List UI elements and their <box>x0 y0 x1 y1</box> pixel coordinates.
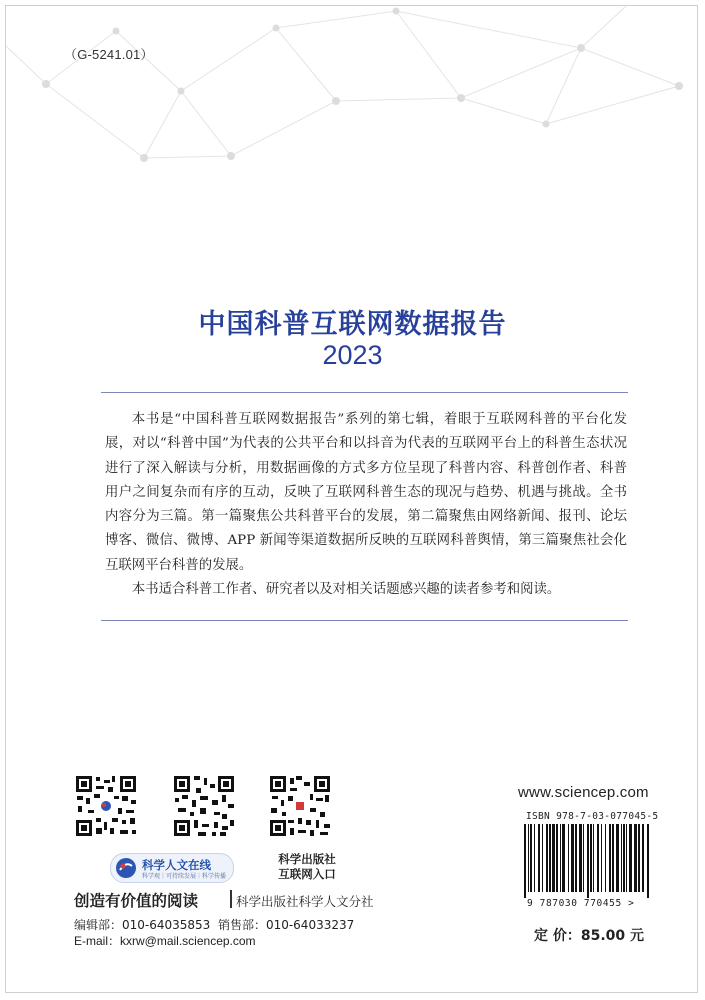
barcode-icon <box>522 824 654 898</box>
badge-subtitle: 科学观｜可持续发展｜科学传播 <box>142 873 227 880</box>
publisher-name: 科学出版社科学人文分社 <box>236 894 374 909</box>
book-year: 2023 <box>322 340 383 370</box>
contact-email: E-mail：kxrw@mail.sciencep.com <box>74 934 256 948</box>
slogan: 创造有价值的阅读 <box>74 892 199 910</box>
price: 定 价：85.00 元 <box>534 928 645 944</box>
book-title: 中国科普互联网数据报告 <box>198 309 507 340</box>
contact-phones: 编辑部：010-64035853 销售部：010-64033237 <box>74 918 355 932</box>
isbn-text: ISBN 978-7-03-077045-5 <box>526 811 659 822</box>
network-pattern-icon <box>6 6 698 176</box>
book-description <box>105 408 627 602</box>
description-paragraph-1: 本书是“中国科普互联网数据报告”系列的第七辑，着眼于互联网科普的平台化发展，对以“科普中国”为代表的公共平台和以抖音为代表的互联网平台上的科普生态状况进行了深入解读与分析，用数据画像的方式多方位呈现了科普内容、科普创作者、科普用户之间复杂而有序的互动，反映了互联网科普生态的现况与趋势、机遇与挑战。全书内容分为三篇。第一篇聚焦公共科普平台的发展，第二篇聚焦由网络新闻、报刊、论坛博客、微信、微博、APP 新闻等渠道数据所反映的互联网科普舆情，第三篇聚焦社会化互联网平台科普的发展。 <box>105 412 627 573</box>
publisher-portal-label: 科学出版社 互联网入口 <box>278 852 336 881</box>
qr-code-icon <box>172 774 236 838</box>
science-humanities-logo-icon <box>115 857 137 879</box>
publisher-website: www.sciencep.com <box>518 784 649 801</box>
barcode-digits: 9 787030 770455 > <box>527 898 635 909</box>
bottom-divider <box>101 620 628 621</box>
science-humanities-online-badge <box>110 853 234 883</box>
qr-code-icon <box>74 774 138 838</box>
classification-code: （G-5241.01） <box>64 47 154 62</box>
book-back-cover <box>5 5 698 993</box>
badge-title: 科学人文在线 <box>142 858 211 872</box>
slogan-separator <box>230 890 232 908</box>
top-divider <box>101 392 628 393</box>
qr-code-icon <box>268 774 332 838</box>
description-paragraph-2: 本书适合科普工作者、研究者以及对相关话题感兴趣的读者参考和阅读。 <box>131 582 561 598</box>
